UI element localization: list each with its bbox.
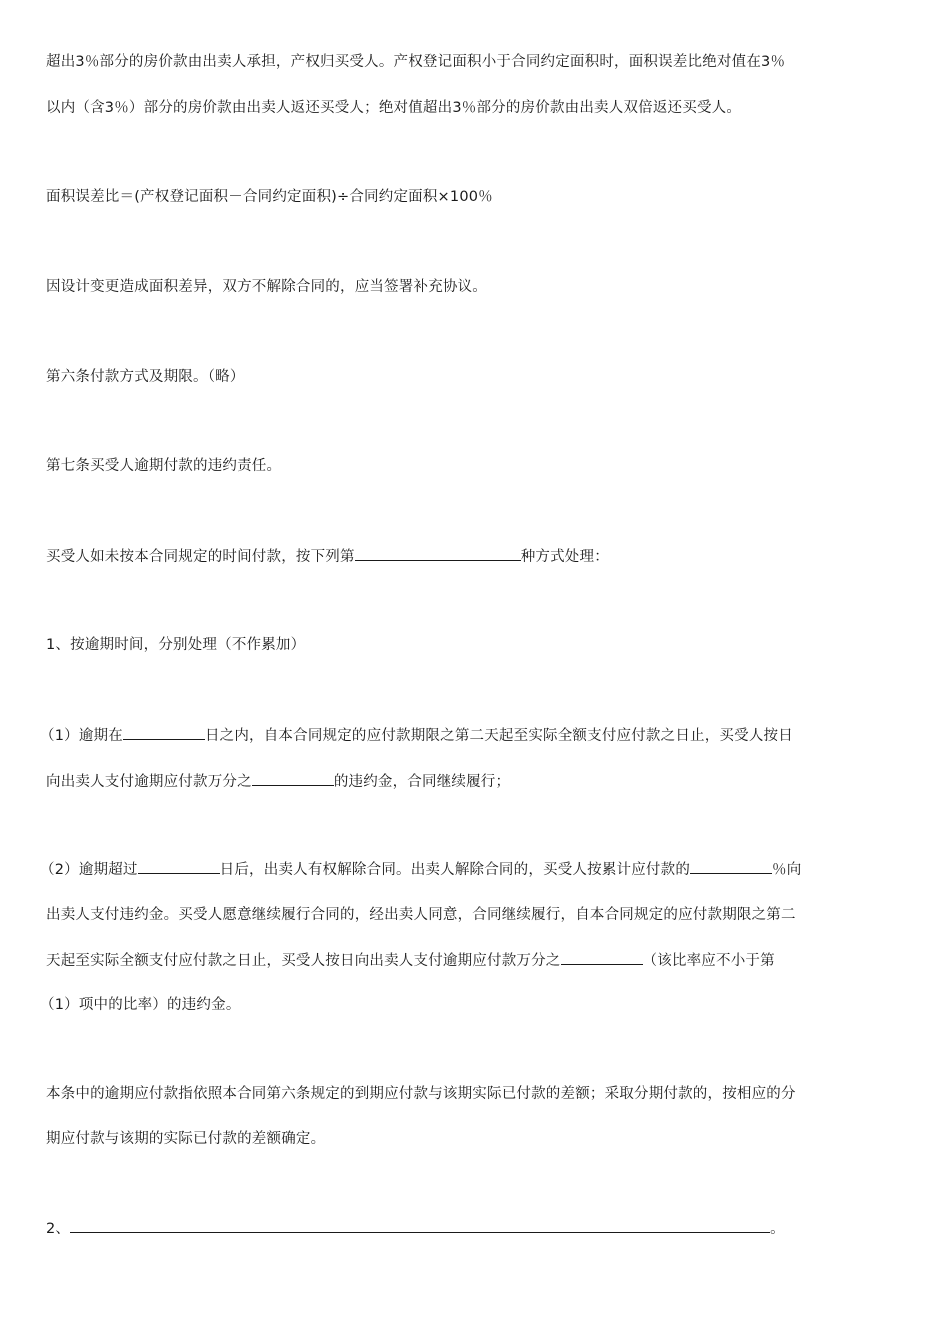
days-blank-2[interactable]: [138, 859, 220, 874]
area-error-formula: 面积误差比＝(产权登记面积－合同约定面积)÷合同约定面积×100％: [46, 189, 493, 205]
item-1-2-text-a: （2）逾期超过: [40, 862, 138, 878]
item-1-2-text-c: ％向: [772, 862, 802, 878]
rate-blank-1[interactable]: [252, 771, 334, 786]
choice-text-after: 种方式处理：: [520, 549, 609, 565]
item-1-2-line3: [46, 950, 775, 971]
item-1-2-text-e: （该比率应不小于第: [642, 953, 775, 969]
item-2-line: [46, 1218, 785, 1239]
item-1-1-text-a: （1）逾期在: [40, 728, 123, 744]
item-1-2-text-d: 天起至实际全额支付应付款之日止，买受人按日向出卖人支付逾期应付款万分之: [46, 953, 561, 969]
choice-blank[interactable]: [355, 546, 521, 561]
paragraph-overdue-line2: 期应付款与该期的实际已付款的差额确定。: [46, 1131, 326, 1147]
percent-blank[interactable]: [690, 859, 772, 874]
item-1-1-line2: [46, 771, 510, 792]
item-1-2-line1: [40, 859, 801, 880]
paragraph-design-change: 因设计变更造成面积差异，双方不解除合同的，应当签署补充协议。: [46, 279, 487, 295]
item-1-2-text-b: 日后，出卖人有权解除合同。出卖人解除合同的，买受人按累计应付款的: [219, 862, 691, 878]
choice-text-before: 买受人如未按本合同规定的时间付款，按下列第: [46, 549, 355, 565]
item-1-1-text-b: 日之内，自本合同规定的应付款期限之第二天起至实际全额支付应付款之日止，买受人按日: [204, 728, 793, 744]
rate-blank-2[interactable]: [561, 950, 643, 965]
item-2-blank[interactable]: [70, 1218, 770, 1233]
item-1-2-line4: （1）项中的比率）的违约金。: [40, 997, 241, 1013]
paragraph-area-excess-line2: 以内（含3％）部分的房价款由出卖人返还买受人；绝对值超出3％部分的房价款由出卖人双倍返还买受人。: [46, 100, 742, 116]
paragraph-overdue-line1: 本条中的逾期应付款指依照本合同第六条规定的到期应付款与该期实际已付款的差额；采取分期付款的，按相应的分: [46, 1086, 796, 1102]
paragraph-payment-choice: [46, 546, 609, 567]
days-blank-1[interactable]: [123, 725, 205, 740]
item-2-number: 2、: [46, 1221, 71, 1237]
paragraph-area-excess-line1: 超出3％部分的房价款由出卖人承担，产权归买受人。产权登记面积小于合同约定面积时，面积误差比绝对值在3％: [46, 54, 786, 70]
item-2-end: 。: [770, 1221, 785, 1237]
article-6-heading: 第六条付款方式及期限。（略）: [46, 369, 245, 385]
item-1-heading: 1、按逾期时间，分别处理（不作累加）: [46, 637, 306, 653]
article-7-heading: 第七条买受人逾期付款的违约责任。: [46, 458, 282, 474]
item-1-1-line1: [40, 725, 793, 746]
item-1-1-text-c: 向出卖人支付逾期应付款万分之: [46, 774, 252, 790]
item-1-1-text-d: 的违约金，合同继续履行；: [333, 774, 511, 790]
item-1-2-line2: 出卖人支付违约金。买受人愿意继续履行合同的，经出卖人同意，合同继续履行，自本合同规定的应付款期限之第二: [46, 907, 796, 923]
